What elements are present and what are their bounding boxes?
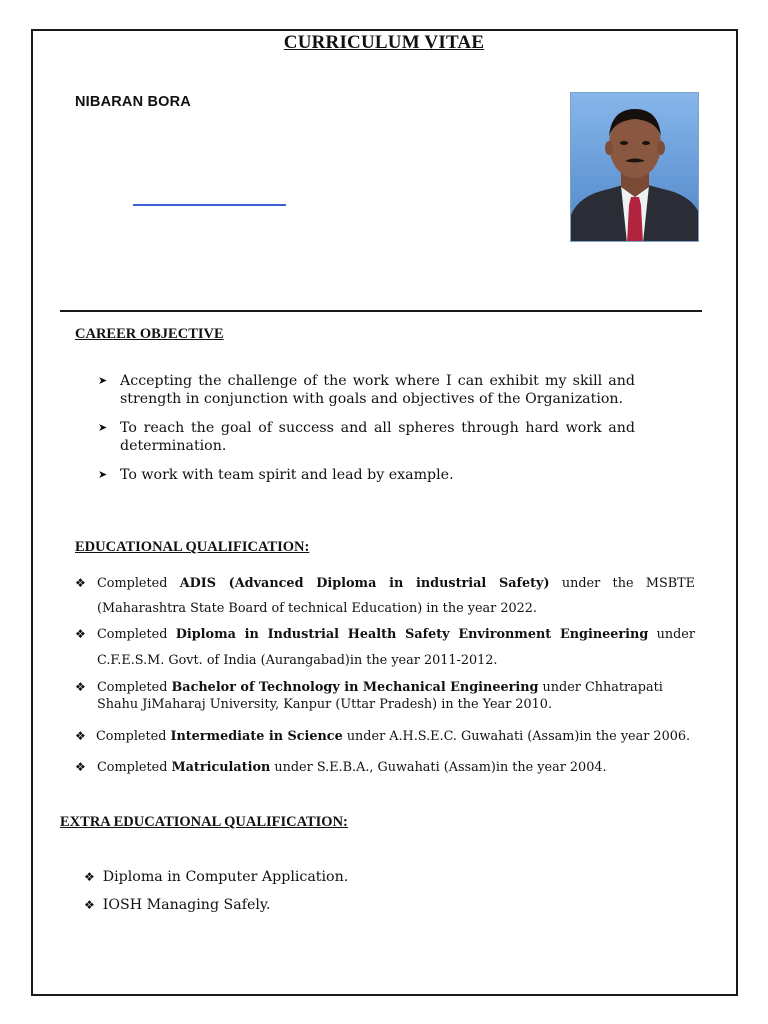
diamond-bullet-icon: ❖ — [75, 729, 86, 743]
diamond-bullet-icon: ❖ — [75, 760, 86, 774]
arrow-bullet-icon: ➤ — [98, 421, 108, 434]
list-item — [84, 869, 348, 885]
objective-text: To work with team spirit and lead by example. — [120, 467, 454, 483]
education-line: Completed Bachelor of Technology in Mechanical Engineering under Chhatrapati — [97, 680, 663, 695]
diamond-bullet-icon: ❖ — [75, 680, 86, 694]
list-item — [84, 897, 271, 913]
career-objective-heading: CAREER OBJECTIVE — [75, 326, 224, 342]
diamond-bullet-icon: ❖ — [84, 898, 95, 912]
education-line: Completed Matriculation under S.E.B.A., Guwahati (Assam)in the year 2004. — [97, 760, 607, 775]
education-line: Completed ADIS (Advanced Diploma in industrial Safety) under the MSBTE — [97, 576, 695, 591]
arrow-bullet-icon: ➤ — [98, 374, 108, 387]
diamond-bullet-icon: ❖ — [75, 576, 86, 590]
education-line: Completed Intermediate in Science under A.H.S.E.C. Guwahati (Assam)in the year 2006. — [96, 729, 691, 744]
objective-text: To reach the goal of success and all spheres through hard work and determination. — [120, 420, 635, 454]
education-line: Shahu JiMaharaj University, Kanpur (Uttar Pradesh) in the Year 2010. — [97, 697, 553, 712]
extra-qualification-heading: EXTRA EDUCATIONAL QUALIFICATION: — [60, 814, 348, 830]
objective-text: Accepting the challenge of the work where I can exhibit my skill and strength in conjunction with goals and objectives of the Organization. — [120, 373, 635, 407]
profile-photo-image — [571, 93, 699, 242]
header-divider — [60, 310, 702, 312]
education-line: Completed Diploma in Industrial Health Safety Environment Engineering under — [97, 627, 695, 642]
candidate-name: NIBARAN BORA — [75, 94, 191, 110]
arrow-bullet-icon: ➤ — [98, 468, 108, 481]
diamond-bullet-icon: ❖ — [84, 870, 95, 884]
profile-photo — [570, 92, 699, 242]
educational-qualification-heading: EDUCATIONAL QUALIFICATION: — [75, 539, 310, 555]
email-link-underline[interactable] — [133, 204, 286, 206]
education-line: C.F.E.S.M. Govt. of India (Aurangabad)in the year 2011-2012. — [97, 653, 498, 668]
extra-qualification-text: Diploma in Computer Application. — [102, 869, 349, 885]
diamond-bullet-icon: ❖ — [75, 627, 86, 641]
education-line: (Maharashtra State Board of technical Education) in the year 2022. — [97, 601, 537, 616]
extra-qualification-text: IOSH Managing Safely. — [102, 897, 271, 913]
document-title: CURRICULUM VITAE — [283, 32, 485, 53]
